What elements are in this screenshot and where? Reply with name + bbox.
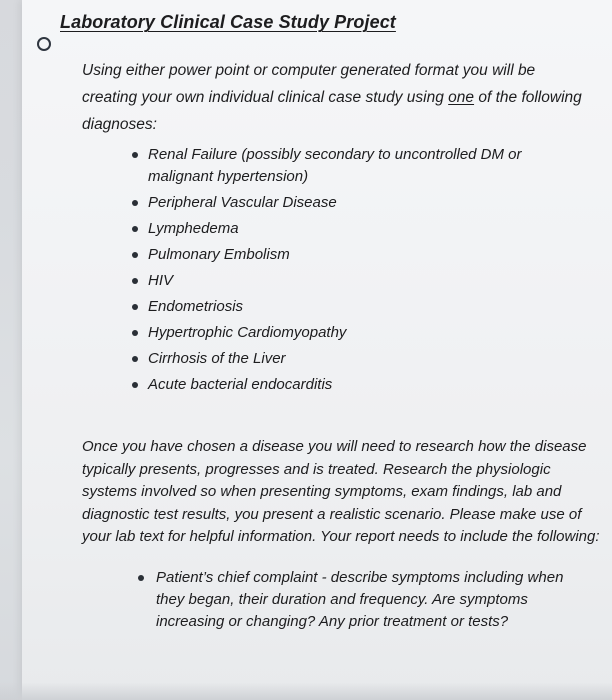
diagnosis-item: Hypertrophic Cardiomyopathy bbox=[132, 322, 562, 344]
document-title: Laboratory Clinical Case Study Project bbox=[60, 12, 396, 32]
diagnosis-item: Lymphedema bbox=[132, 218, 562, 240]
requirements-list bbox=[138, 567, 568, 633]
document-page bbox=[22, 0, 612, 700]
document-body bbox=[60, 12, 605, 633]
intro-paragraph bbox=[82, 57, 587, 138]
diagnosis-item: Endometriosis bbox=[132, 296, 562, 318]
research-paragraph: Once you have chosen a disease you will need to research how the disease typically presents, progresses and is treated. Research the physiologic systems involved so when presenting symptoms, exam findings, lab and diagnostic test results, you present a realistic scenario. Please make use of your lab text for helpful information. Your report needs to include the following: bbox=[82, 438, 600, 545]
intro-text-after: of the following diagnoses: bbox=[82, 89, 582, 133]
intro-text-before: Using either power point or computer generated format you will be creating your own individual clinical case study using bbox=[82, 62, 536, 106]
requirement-item: Patient’s chief complaint - describe symptoms including when they began, their duration and frequency. Are symptoms increasing or changing? Any prior treatment or tests? bbox=[138, 567, 568, 633]
diagnosis-item: HIV bbox=[132, 270, 562, 292]
diagnosis-item: Peripheral Vascular Disease bbox=[132, 192, 562, 214]
diagnosis-item: Acute bacterial endocarditis bbox=[132, 374, 562, 396]
intro-underlined-word: one bbox=[448, 89, 475, 106]
diagnosis-item: Pulmonary Embolism bbox=[132, 244, 562, 266]
diagnoses-list bbox=[132, 144, 562, 396]
circle-icon bbox=[37, 37, 51, 51]
diagnosis-item: Cirrhosis of the Liver bbox=[132, 348, 562, 370]
diagnosis-item: Renal Failure (possibly secondary to uncontrolled DM or malignant hypertension) bbox=[132, 144, 562, 188]
bottom-edge-shadow bbox=[0, 682, 612, 700]
